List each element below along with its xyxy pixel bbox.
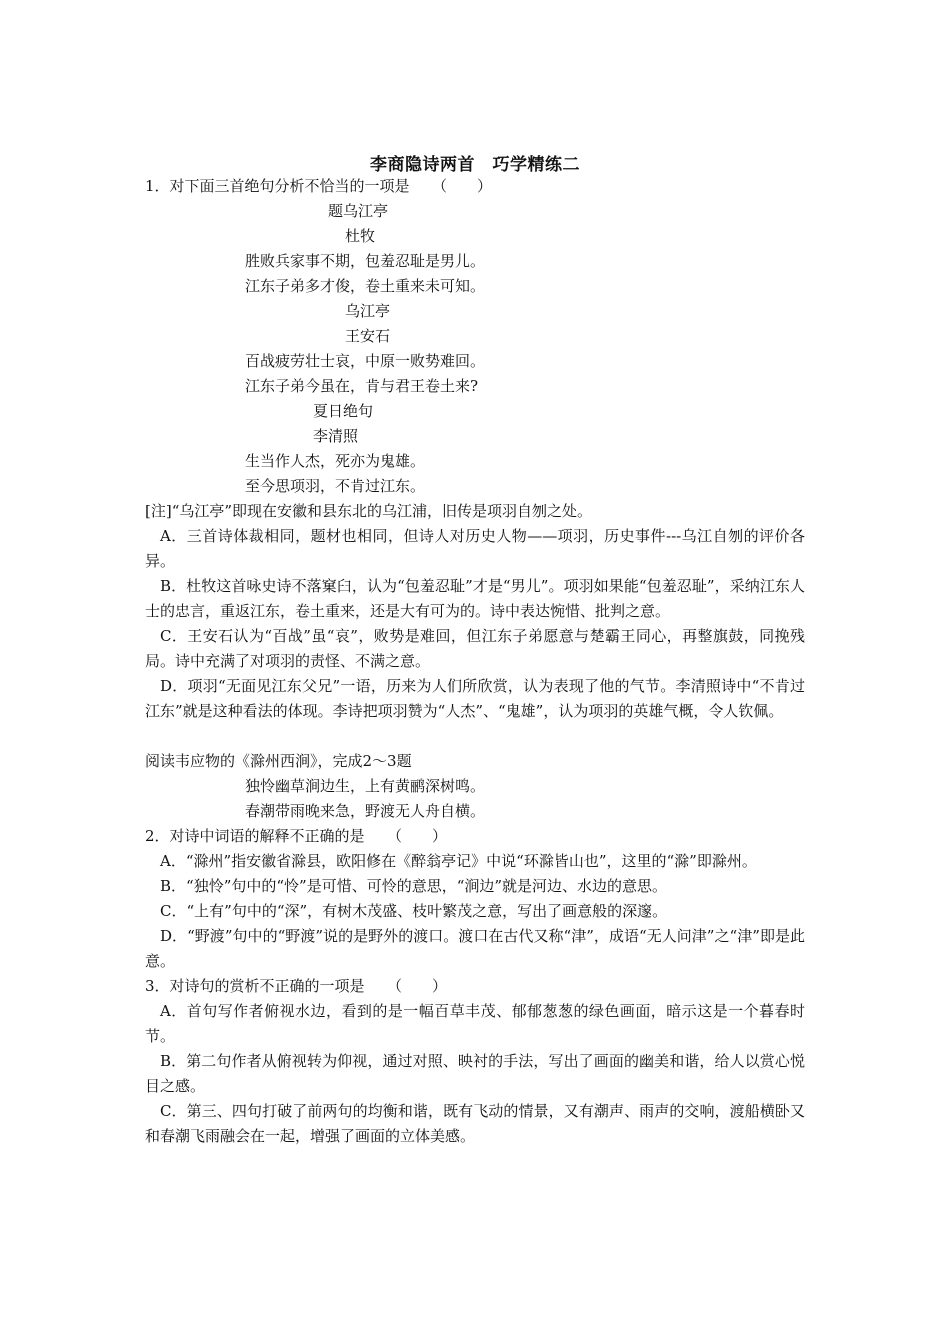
question-3-stem: 3．对诗句的赏析不正确的一项是 （ ） — [145, 977, 448, 995]
poem-title: 乌江亭 — [345, 302, 391, 320]
document-body — [145, 174, 805, 1149]
poem-title: 夏日绝句 — [313, 402, 374, 420]
blank-line — [145, 724, 805, 749]
option-c: C．王安石认为“百战”虽“哀”，败势是难回，但江东子弟愿意与楚霸王同心，再整旗鼓，同挽残局。诗中充满了对项羽的责怪、不满之意。 — [145, 627, 805, 670]
option-a: A．首句写作者俯视水边，看到的是一幅百草丰茂、郁郁葱葱的绿色画面，暗示这是一个暮春时节。 — [145, 1002, 805, 1045]
option-b: B．杜牧这首咏史诗不落窠臼，认为“包羞忍耻”才是“男儿”。项羽如果能“包羞忍耻”，采纳江东人士的忠言，重返江东，卷土重来，还是大有可为的。诗中表达惋惜、批判之意。 — [145, 577, 805, 620]
option-d: D．“野渡”句中的“野渡”说的是野外的渡口。渡口在古代又称“津”，成语“无人问津”之“津”即是此意。 — [145, 927, 805, 970]
question-1-stem: 1．对下面三首绝句分析不恰当的一项是 （ ） — [145, 177, 493, 195]
option-c: C．“上有”句中的“深”，有树木茂盛、枝叶繁茂之意，写出了画意般的深邃。 — [160, 902, 668, 920]
poem-line: 春潮带雨晚来急，野渡无人舟自横。 — [245, 802, 486, 820]
option-b: B．“独怜”句中的“怜”是可惜、可怜的意思，“涧边”就是河边、水边的意思。 — [160, 877, 668, 895]
question-2-stem: 2．对诗中词语的解释不正确的是 （ ） — [145, 827, 448, 845]
option-a: A．“滁州”指安徽省滁县，欧阳修在《醉翁亭记》中说“环滁皆山也”，这里的“滁”即滁州。 — [160, 852, 757, 870]
poem-line: 百战疲劳壮士哀，中原一败势难回。 — [245, 352, 486, 370]
option-c: C．第三、四句打破了前两句的均衡和谐，既有飞动的情景，又有潮声、雨声的交响，渡船横卧又和春潮飞雨融会在一起，增强了画面的立体美感。 — [145, 1102, 805, 1145]
option-a: A．三首诗体裁相同，题材也相同，但诗人对历史人物——项羽，历史事件---乌江自刎的评价各异。 — [145, 527, 805, 570]
poem-line: 胜败兵家事不期，包羞忍耻是男儿。 — [245, 252, 486, 270]
poem-line: 独怜幽草涧边生，上有黄鹂深树鸣。 — [245, 777, 486, 795]
poem-author: 王安石 — [345, 327, 391, 345]
option-b: B．第二句作者从俯视转为仰视，通过对照、映衬的手法，写出了画面的幽美和谐，给人以赏心悦目之感。 — [145, 1052, 805, 1095]
poem-author: 李清照 — [313, 427, 359, 445]
poem-author: 杜牧 — [345, 227, 376, 245]
poem-line: 江东子弟今虽在，肯与君王卷土来? — [245, 377, 479, 395]
poem-line: 至今思项羽，不肯过江东。 — [245, 477, 426, 495]
poem-line: 江东子弟多才俊，卷土重来未可知。 — [245, 277, 486, 295]
page-title: 李商隐诗两首 巧学精练二 — [370, 155, 580, 175]
annotation-note: [注]“乌江亭”即现在安徽和县东北的乌江浦，旧传是项羽自刎之处。 — [145, 502, 593, 520]
poem-title: 题乌江亭 — [328, 202, 389, 220]
option-d: D．项羽“无面见江东父兄”一语，历来为人们所欣赏，认为表现了他的气节。李清照诗中“不肯过江东”就是这种看法的体现。李诗把项羽赞为“人杰”、“鬼雄”，认为项羽的英雄气概，令人钦佩。 — [145, 677, 805, 720]
reading-intro: 阅读韦应物的《滁州西涧》，完成2～3题 — [145, 752, 412, 770]
poem-line: 生当作人杰，死亦为鬼雄。 — [245, 452, 426, 470]
